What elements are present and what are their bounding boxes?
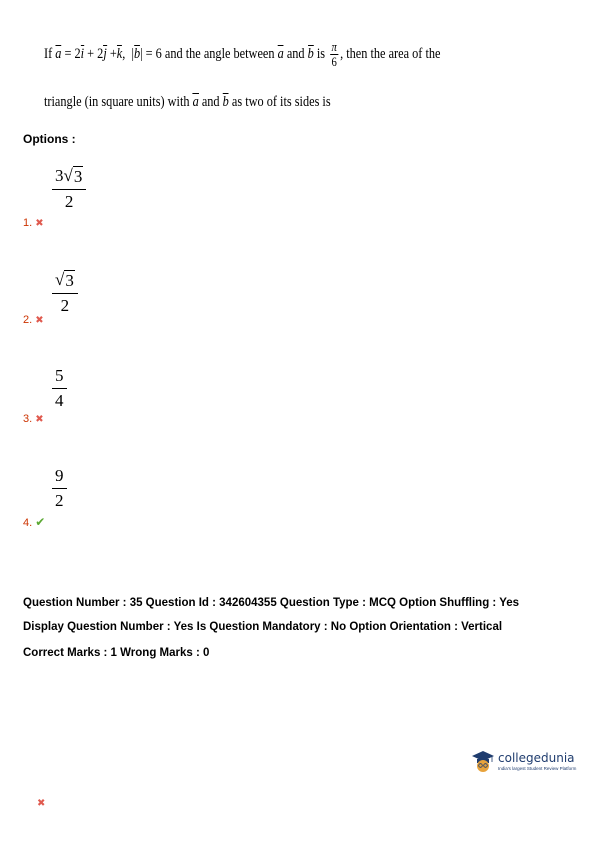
unit-vector-k: k	[116, 45, 123, 62]
angle-fraction	[330, 40, 339, 69]
question-word: = 6	[145, 45, 162, 62]
question-meta-line-3: Correct Marks : 1 Wrong Marks : 0	[23, 647, 210, 659]
collegedunia-logo	[470, 748, 576, 774]
question-text	[44, 40, 569, 113]
option-4-denominator: 2	[55, 491, 64, 510]
question-word: as two of its sides is	[231, 94, 331, 110]
angle-numerator: π	[331, 39, 337, 54]
option-4-marker	[23, 515, 45, 529]
logo-text	[498, 751, 576, 771]
question-word: triangle (in square units) with	[44, 94, 190, 110]
option-4-value	[52, 466, 67, 511]
question-word: is	[316, 45, 326, 62]
option-2-numerator	[52, 270, 78, 294]
option-2-root: 3	[65, 271, 74, 290]
question-word: , then the area of the	[340, 45, 441, 62]
question-line-2	[44, 91, 569, 113]
option-3-marker	[23, 413, 44, 425]
option-1-coef: 3	[55, 166, 64, 185]
question-word: + 2	[87, 45, 104, 62]
cross-icon: ✖	[37, 798, 46, 809]
cross-icon: ✖	[35, 315, 44, 326]
logo-name: collegedunia	[498, 751, 575, 765]
vector-b: b	[222, 94, 229, 110]
question-line-1: If a = 2i + 2j +k, |b| = 6 and the angle between a and b is $\frac{\pi}{6}$ , then the area of the	[44, 39, 441, 69]
vector-a: a	[55, 45, 62, 62]
options-label: Options :	[23, 132, 76, 146]
question-word: +	[109, 45, 117, 62]
vector-b: b	[307, 45, 314, 62]
graduate-cap-icon	[470, 748, 496, 774]
question-word: = 2	[64, 45, 81, 62]
question-word: and	[286, 45, 305, 62]
option-1-number: 1.	[23, 217, 33, 229]
question-word: and	[201, 94, 220, 110]
option-2-number: 2.	[23, 314, 33, 326]
vector-a: a	[277, 45, 284, 62]
check-icon: ✔	[35, 515, 46, 529]
option-2-denominator: 2	[60, 296, 70, 315]
option-3-numerator: 5	[52, 366, 67, 389]
logo-tagline: India's largest Student Review Platform	[498, 766, 577, 771]
cross-icon: ✖	[35, 414, 44, 425]
option-1-root: 3	[73, 167, 83, 186]
question-meta-line-1: Question Number : 35 Question Id : 342604355 Question Type : MCQ Option Shuffling : Yes	[23, 597, 520, 609]
option-2-marker	[23, 314, 44, 326]
angle-denominator: 6	[331, 54, 337, 69]
option-4-number: 4.	[23, 517, 33, 529]
option-2-value	[52, 270, 78, 316]
option-3-number: 3.	[23, 413, 33, 425]
option-3-denominator: 4	[55, 391, 64, 410]
option-1-marker	[23, 217, 44, 229]
option-4-numerator: 9	[52, 466, 67, 489]
cross-icon: ✖	[35, 218, 44, 229]
option-3-value	[52, 366, 67, 411]
option-1-denominator: 2	[64, 192, 74, 211]
unit-vector-i: i	[80, 45, 85, 62]
question-word: If	[44, 45, 53, 62]
option-1-value	[52, 166, 86, 212]
option-1-numerator	[52, 166, 86, 190]
sqrt-symbol: √ 3	[55, 270, 74, 290]
vector-a: a	[192, 94, 199, 110]
question-word: ,	[122, 45, 126, 62]
sqrt-symbol: √ 3	[63, 166, 83, 186]
question-word: and the angle between	[164, 45, 275, 62]
unit-vector-j: j	[103, 45, 107, 62]
vector-b-magnitude: b	[133, 45, 141, 62]
question-meta-line-2: Display Question Number : Yes Is Question Mandatory : No Option Orientation : Vertical	[23, 621, 503, 633]
